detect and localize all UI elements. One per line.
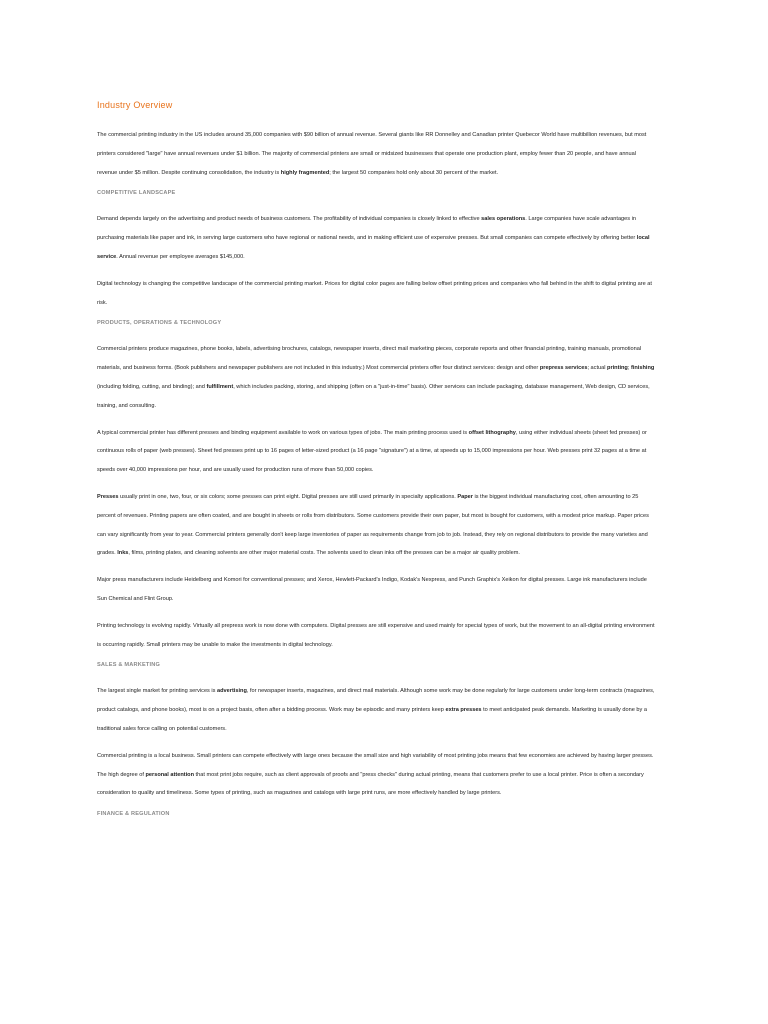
paragraph: Major press manufacturers include Heidelberg and Komori for conventional presses; and Xerox, Hewlett-Packard's Indigo, Kodak's Nexpress, and Punch Graphix's Xeikon for digital presses. Large ink manufacturers include Sun Chemical and Flint Group.: [97, 577, 647, 602]
bold-term: local service: [97, 235, 650, 260]
document-page: [97, 100, 657, 831]
paragraph: Printing technology is evolving rapidly. Virtually all prepress work is now done with computers. Digital presses are still expensive and used mainly for special types of work, but the movement to an all-digital printing environment is occurring rapidly. Small printers may be unable to make the investments in digital technology.: [97, 622, 655, 648]
bold-term: Paper: [457, 493, 473, 500]
paragraph: Demand depends largely on the advertising and product needs of business customers. The profitability of individual companies is closely linked to effective sales operations. Large companies have scale advantages in purchasing materials like paper and ink, in serving large customers who have regional or national needs, and in making efficient use of expensive presses. But small companies can compete effectively by offering better local service. Annual revenue per employee averages $145,000.: [97, 216, 650, 260]
paragraph: Commercial printers produce magazines, phone books, labels, advertising brochures, catalogs, newspaper inserts, direct mail marketing pieces, corporate reports and other financial printing, training manuals, promotional materials, and business forms. (Book publishers and newspaper publishers are not included in this industry.) Most commercial printers offer four distinct services: design and other prepress services; actual printing; finishing (including folding, cutting, and binding); and fulfillment, which includes packing, storing, and shipping (often on a "just-in-time" basis). Other services can include packaging, database management, Web design, CD services, training, and consulting.: [97, 346, 655, 409]
bold-term: prepress services: [539, 365, 588, 372]
section-heading: PRODUCTS, OPERATIONS & TECHNOLOGY: [97, 320, 222, 327]
paragraph: Digital technology is changing the competitive landscape of the commercial printing market. Prices for digital color pages are falling below offset printing prices and companies who fall behind in the shift to digital printing are at risk.: [97, 280, 652, 306]
bold-term: advertising: [217, 688, 247, 695]
section-heading: FINANCE & REGULATION: [97, 811, 170, 818]
document-body: [97, 126, 657, 817]
paragraph: A typical commercial printer has different presses and binding equipment available to work on various types of jobs. The main printing process used is offset lithography, using either individual sheets (sheet fed presses) or continuous rolls of paper (web presses). Sheet fed presses print up to 16 pages of letter-sized product (a 16 page "signature") at a time, at speeds up to 15,000 impressions per hour. Web presses print 32 pages at a time at speeds over 40,000 impressions per hour, and are usually used for production runs of more than 50,000 copies.: [97, 429, 647, 474]
bold-term: fulfillment: [206, 383, 234, 390]
paragraph: Presses usually print in one, two, four, or six colors; some presses can print eight. Digital presses are still used primarily in specialty applications. Paper is the biggest individual manufacturing cost, often amounting to 25 percent of revenues. Printing papers are often coated, and are bought in sheets or rolls from distributors. Some customers provide their own paper, but most is bought for customers, with a modest price markup. Paper prices can vary significantly from year to year. Commercial printers generally don't keep large inventories of paper as requirements change from job to job. Instead, they rely on regional distributors to provide the many varieties and grades. Inks, films, printing plates, and cleaning solvents are other major material costs. The solvents used to clean inks off the presses can be a major air quality problem.: [97, 493, 649, 557]
bold-term: sales operations: [481, 216, 526, 223]
page-title: Industry Overview: [97, 100, 173, 110]
bold-term: personal attention: [145, 771, 194, 778]
paragraph: The commercial printing industry in the US includes around 35,000 companies with $90 billion of annual revenue. Several giants like RR Donnelley and Canadian printer Quebecor World have multibillion revenues, but most printers considered "large" have annual revenues under $1 billion. The majority of commercial printers are small or midsized businesses that operate one production plant, employ fewer than 20 people, and have annual revenue under $5 million. Despite continuing consolidation, the industry is highly fragmented; the largest 50 companies hold only about 30 percent of the market.: [97, 132, 647, 176]
paragraph: The largest single market for printing services is advertising, for newspaper inserts, magazines, and direct mail materials. Although some work may be done regularly for large customers under long-term contracts (magazines, product catalogs, and phone books), most is on a project basis, often after a bidding process. Work may be episodic and many printers keep extra presses to meet anticipated peak demands. Marketing is usually done by a traditional sales force calling on potential customers.: [97, 688, 655, 732]
bold-term: Presses: [97, 493, 119, 500]
paragraph: Commercial printing is a local business. Small printers can compete effectively with large ones because the small size and high variability of most printing jobs means that few economies are achieved by having larger presses. The high degree of personal attention that most print jobs require, such as client approvals of proofs and "press checks" during actual printing, means that customers prefer to use a local printer. Price is often a secondary consideration to quality and timeliness. Some types of printing, such as magazines and catalogs with large print runs, are more effectively handled by large printers.: [97, 752, 654, 797]
bold-term: offset lithography: [468, 429, 516, 436]
bold-term: highly fragmented: [280, 169, 330, 176]
bold-term: extra presses: [445, 707, 482, 714]
bold-term: finishing: [630, 365, 655, 372]
bold-term: Inks: [117, 550, 129, 557]
bold-term: printing: [607, 365, 628, 372]
section-heading: SALES & MARKETING: [97, 662, 161, 669]
section-heading: COMPETITIVE LANDSCAPE: [97, 190, 176, 197]
